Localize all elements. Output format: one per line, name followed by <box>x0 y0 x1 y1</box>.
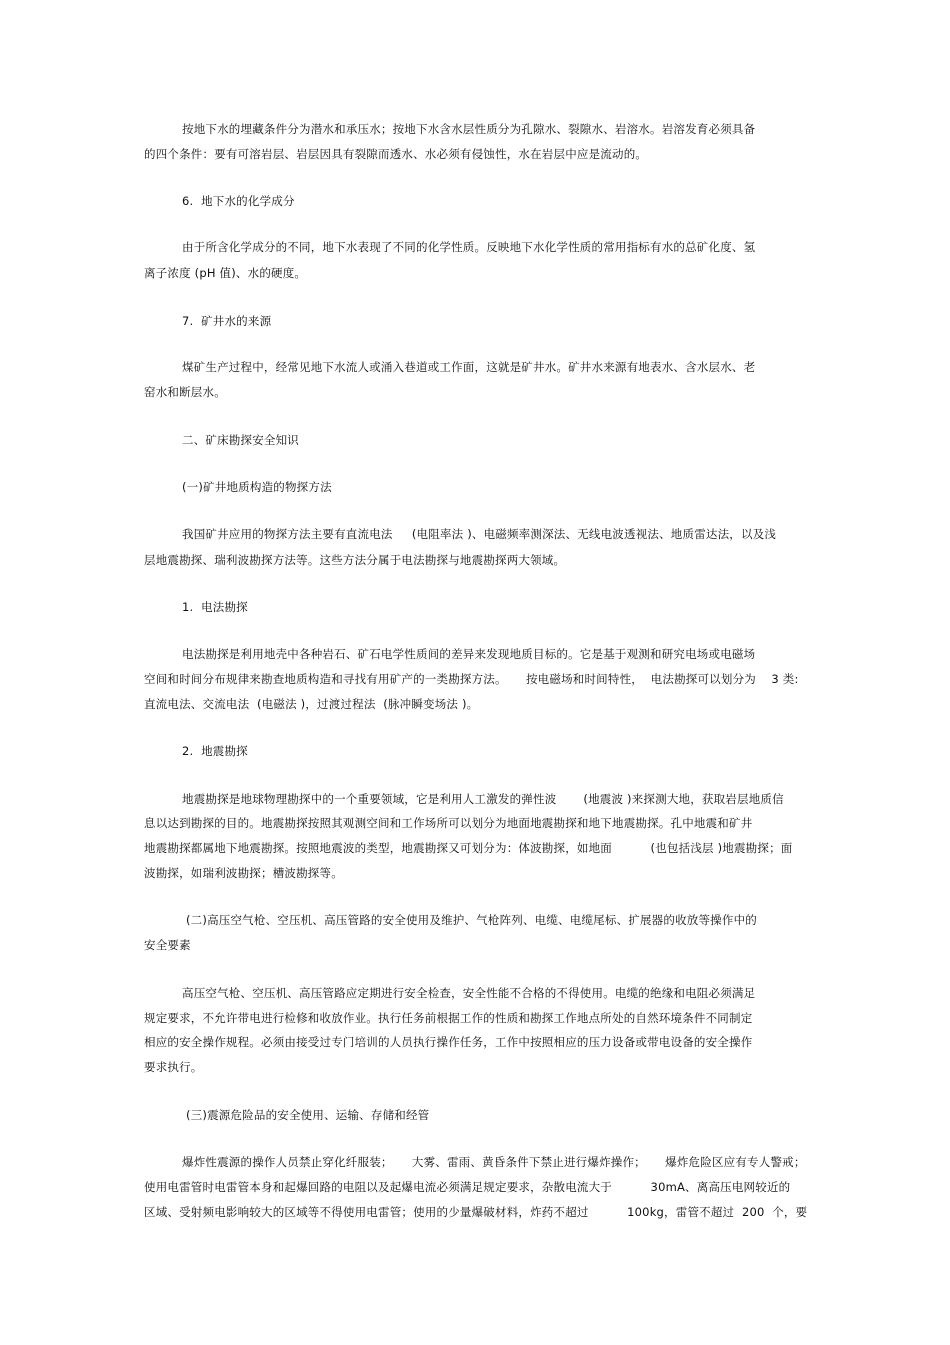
paragraph-line: 按地下水的埋藏条件分为潜水和承压水；按地下水含水层性质分为孔隙水、裂隙水、岩溶水。岩溶发育必须具备 <box>182 122 756 136</box>
paragraph-line: 息以达到勘探的目的。地震勘探按照其观测空间和工作场所可以划分为地面地震勘探和地下地震勘探。孔中地震和矿井 <box>144 816 753 830</box>
section-heading: 二、矿床勘探安全知识 <box>182 433 299 447</box>
paragraph-line: 空间和时间分布规律来勘查地质构造和寻找有用矿产的一类勘探方法。 按电磁场和时间特性， 电法勘探可以划分为 3 类: <box>144 672 799 686</box>
paragraph-line: 电法勘探是利用地壳中各种岩石、矿石电学性质间的差异来发现地质目标的。它是基于观测和研究电场或电磁场 <box>182 647 756 661</box>
paragraph-line: 地震勘探是地球物理勘探中的一个重要领域，它是利用人工激发的弹性波 (地震波 )来探测大地，获取岩层地质信 <box>182 792 784 806</box>
paragraph-line: 的四个条件：要有可溶岩层、岩层因具有裂隙而透水、水必须有侵蚀性，水在岩层中应是流动的。 <box>144 147 648 161</box>
paragraph-line: 窑水和断层水。 <box>144 385 226 399</box>
paragraph-line: 直流电法、交流电法 (电磁法 )，过渡过程法 (脉冲瞬变场法 )。 <box>144 697 479 711</box>
paragraph-line: 煤矿生产过程中，经常见地下水流人或涌入巷道或工作面，这就是矿井水。矿井水来源有地表水、含水层水、老 <box>182 360 756 374</box>
paragraph-line: 我国矿井应用的物探方法主要有直流电法 (电阻率法 )、电磁频率测深法、无线电波透视法、地质雷达法，以及浅 <box>182 527 777 541</box>
paragraph-line: 使用电雷管时电雷管本身和起爆回路的电阻以及起爆电流必须满足规定要求，杂散电流大于 30mA、离高压电网较近的 <box>144 1180 791 1194</box>
section-heading: 7. 矿井水的来源 <box>182 314 272 328</box>
paragraph-line: 爆炸性震源的操作人员禁止穿化纤服装； 大雾、雷雨、黄昏条件下禁止进行爆炸操作； 爆炸危险区应有专人警戒； <box>182 1155 806 1169</box>
section-heading: (二)高压空气枪、空压机、高压管路的安全使用及维护、气枪阵列、电缆、电缆尾标、扩展器的收放等操作中的 <box>186 913 757 927</box>
paragraph-line: 地震勘探都属地下地震勘探。按照地震波的类型，地震勘探又可划分为：体波勘探，如地面 (也包括浅层 )地震勘探；面 <box>144 841 793 855</box>
section-heading: 2. 地震勘探 <box>182 744 248 758</box>
paragraph-line: 层地震勘探、瑞利波勘探方法等。这些方法分属于电法勘探与地震勘探两大领域。 <box>144 553 566 567</box>
paragraph-line: 要求执行。 <box>144 1060 203 1074</box>
section-heading: (一)矿井地质构造的物探方法 <box>182 480 332 494</box>
section-heading: 1. 电法勘探 <box>182 600 248 614</box>
paragraph-line: 高压空气枪、空压机、高压管路应定期进行安全检查，安全性能不合格的不得使用。电缆的绝缘和电阻必须满足 <box>182 986 756 1000</box>
paragraph-line: 规定要求，不允许带电进行检修和收放作业。执行任务前根据工作的性质和勘探工作地点所处的自然环境条件不同制定 <box>144 1011 753 1025</box>
paragraph-line: 相应的安全操作规程。必须由接受过专门培训的人员执行操作任务，工作中按照相应的压力设备或带电设备的安全操作 <box>144 1035 753 1049</box>
section-heading: 安全要素 <box>144 938 191 952</box>
section-heading: 6. 地下水的化学成分 <box>182 194 295 208</box>
section-heading: (三)震源危险品的安全使用、运输、存储和经管 <box>186 1108 430 1122</box>
paragraph-line: 波勘探，如瑞利波勘探；槽波勘探等。 <box>144 866 343 880</box>
paragraph-line: 离子浓度 (pH 值)、水的硬度。 <box>144 266 307 280</box>
paragraph-line: 区域、受射频电影响较大的区域等不得使用电雷管；使用的少量爆破材料，炸药不超过 100kg，雷管不超过 200 个，要 <box>144 1205 808 1219</box>
paragraph-line: 由于所含化学成分的不同，地下水表现了不同的化学性质。反映地下水化学性质的常用指标有水的总矿化度、氢 <box>182 240 756 254</box>
